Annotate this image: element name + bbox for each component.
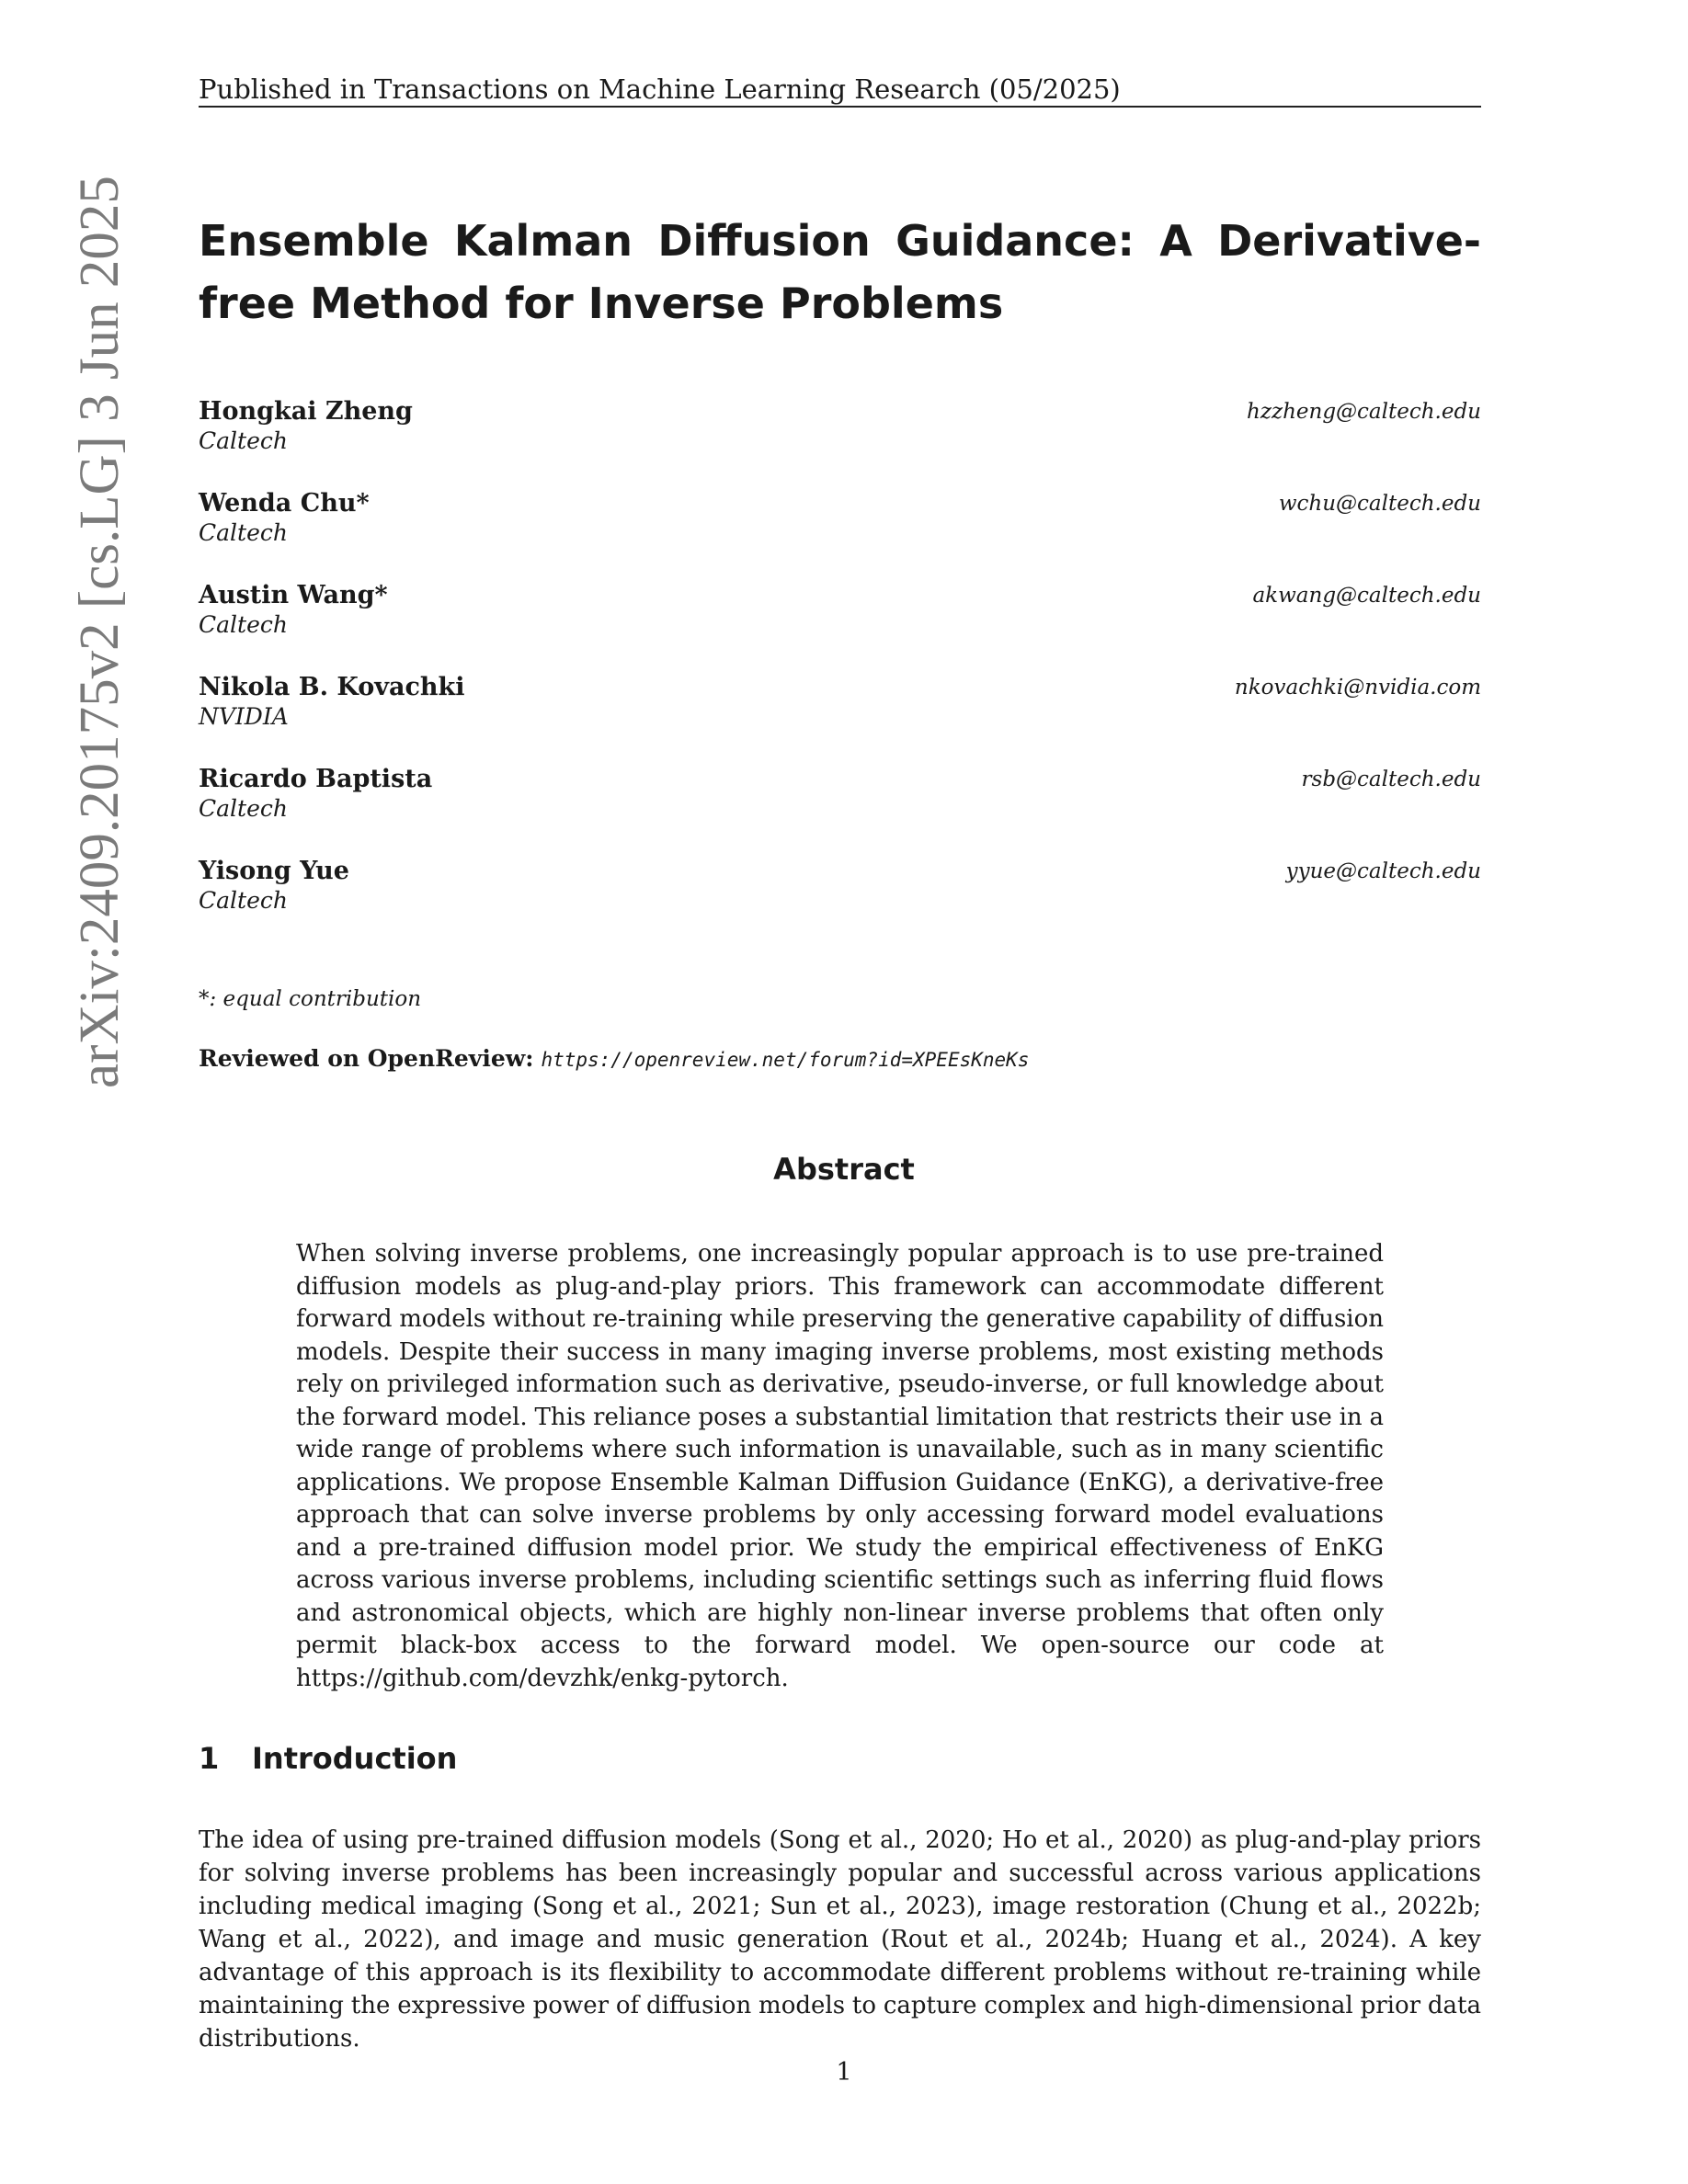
author-affiliation: Caltech (199, 795, 288, 822)
paper-title: Ensemble Kalman Diffusion Guidance: A Derivative-free Method for Inverse Problems (199, 216, 1481, 328)
author-affiliation: Caltech (199, 611, 288, 638)
openreview-link[interactable]: https://openreview.net/forum?id=XPEEsKneKs (541, 1049, 1030, 1071)
author-block (199, 764, 1481, 825)
author-email[interactable]: hzzheng@caltech.edu (1247, 400, 1481, 424)
author-block (199, 396, 1481, 457)
introduction-heading (199, 1740, 1118, 1777)
author-affiliation: Caltech (199, 519, 288, 546)
abstract-heading: Abstract (773, 1152, 915, 1187)
author-email[interactable]: akwang@caltech.edu (1252, 584, 1481, 608)
author-affiliation: NVIDIA (199, 703, 289, 730)
author-name: Wenda Chu* (199, 489, 370, 518)
author-name: Ricardo Baptista (199, 765, 433, 793)
author-block (199, 856, 1481, 916)
author-name: Nikola B. Kovachki (199, 673, 465, 701)
introduction-text: The idea of using pre-trained diffusion models (Song et al., 2020; Ho et al., 2020) as plug-and-play priors for solving inverse problems has been increasingly popular and successful across various applications including medical imaging (Song et al., 2021; Sun et al., 2023), image restoration (Chung et al., 2022b; Wang et al., 2022), and image and music generation (Rout et al., 2024b; Huang et al., 2024). A key advantage of this approach is its flexibility to accommodate different problems without re-training while maintaining the expressive power of diffusion models to capture complex and high-dimensional prior data distributions. (199, 1826, 1481, 2053)
author-affiliation: Caltech (199, 427, 288, 454)
author-block (199, 580, 1481, 641)
section-number: 1 (199, 1741, 220, 1776)
section-title: Introduction (252, 1741, 458, 1776)
author-name: Hongkai Zheng (199, 397, 413, 426)
author-name: Yisong Yue (199, 857, 349, 885)
author-name: Austin Wang* (199, 581, 388, 609)
equal-contribution-note: *: equal contribution (199, 987, 422, 1011)
author-email[interactable]: yyue@caltech.edu (1285, 859, 1481, 883)
abstract-text: When solving inverse problems, one increasingly popular approach is to use pre-trained diffusion models as plug-and-play priors. This framework can accommodate different forward models without re-training while preserving the generative capability of diffusion models. Despite their success in many imaging inverse problems, most existing methods rely on privileged information such as derivative, pseudo-inverse, or full knowledge about the forward model. This reliance poses a substantial limitation that restricts their use in a wide range of problems where such information is unavailable, such as in many scientific applications. We propose Ensemble Kalman Diffusion Guidance (EnKG), a derivative-free approach that can solve inverse problems by only accessing forward model evaluations and a pre-trained diffusion model prior. We study the empirical effectiveness of EnKG across various inverse problems, including scientific settings such as inferring fluid flows and astronomical objects, which are highly non-linear inverse problems that often only permit black-box access to the forward model. We open-source our code at https://github.com/devzhk/enkg-pytorch. (296, 1240, 1384, 1692)
author-email[interactable]: nkovachki@nvidia.com (1234, 676, 1481, 700)
page-number: 1 (836, 2058, 852, 2087)
openreview-line (199, 1044, 1029, 1075)
openreview-label: Reviewed on OpenReview: (199, 1045, 534, 1072)
header-rule (199, 106, 1481, 108)
author-email[interactable]: rsb@caltech.edu (1301, 768, 1481, 791)
author-affiliation: Caltech (199, 887, 288, 914)
arxiv-stamp: arXiv:2409.20175v2 [cs.LG] 3 Jun 2025 (69, 176, 131, 1088)
author-block (199, 672, 1481, 733)
running-header: Published in Transactions on Machine Learning Research (05/2025) (199, 74, 1121, 105)
author-block (199, 488, 1481, 549)
author-email[interactable]: wchu@caltech.edu (1278, 492, 1481, 516)
